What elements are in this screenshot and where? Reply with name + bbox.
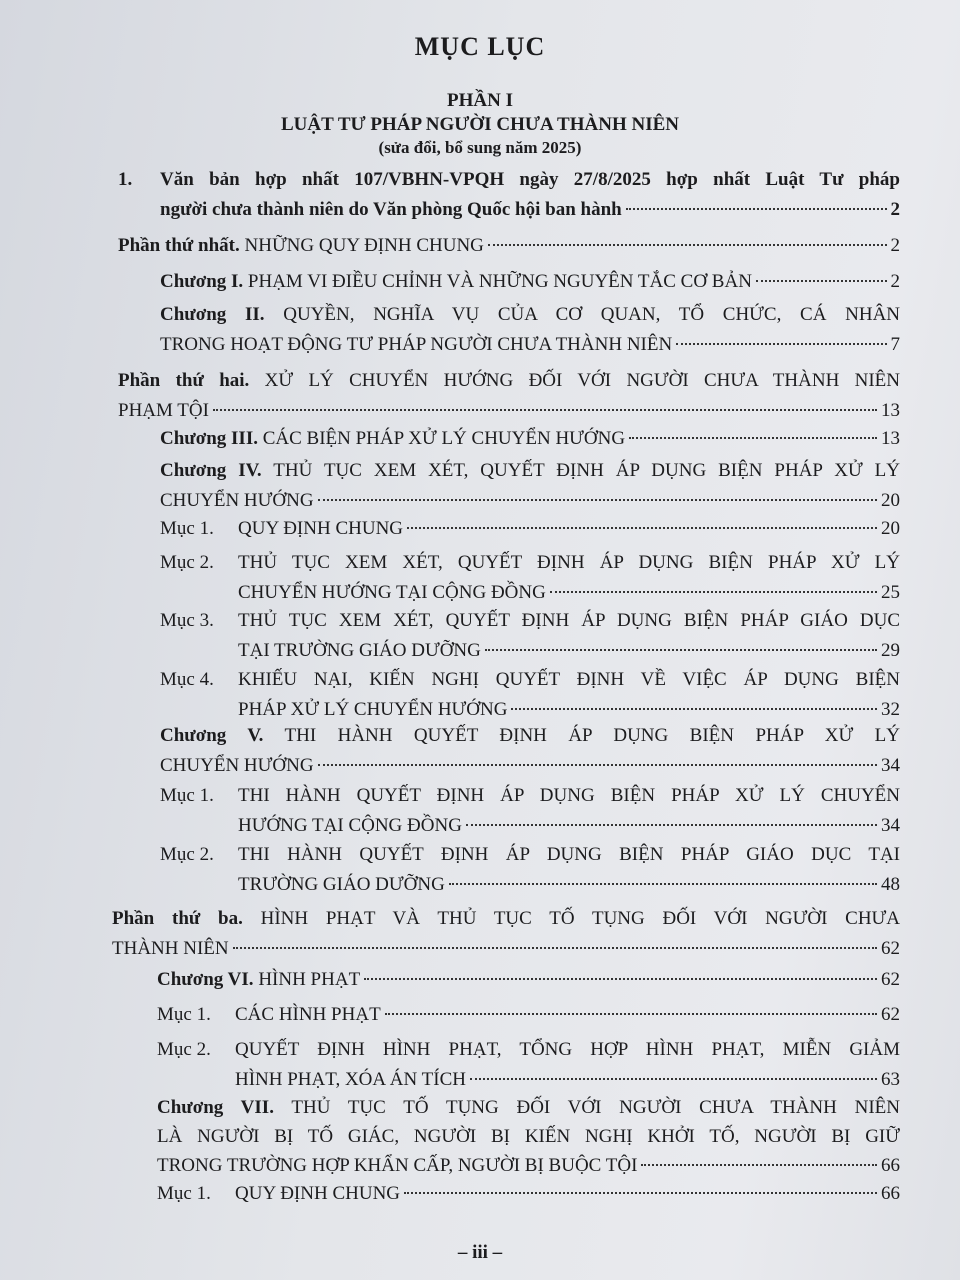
toc-entry-page: 29 <box>881 640 900 661</box>
toc-entry-number: Mục 2. <box>160 844 214 865</box>
toc-entry-text: THỦ TỤC XEM XÉT, QUYẾT ĐỊNH ÁP DỤNG BIỆN PHÁP XỬ LÝ <box>273 460 900 481</box>
toc-entry-label: Chương VII. <box>157 1097 274 1118</box>
toc-entry-page: 62 <box>881 969 900 990</box>
toc-entry-text: THI HÀNH QUYẾT ĐỊNH ÁP DỤNG BIỆN PHÁP XỬ LÝ CHUYỂN <box>238 785 900 806</box>
toc-entry[interactable] <box>160 425 900 455</box>
toc-entry-label: Phần thứ ba. <box>112 908 243 929</box>
toc-entry[interactable] <box>160 722 900 782</box>
toc-entry-text: THÀNH NIÊN <box>112 938 229 959</box>
toc-entry-page: 20 <box>881 518 900 539</box>
toc-entry-label: Chương IV. <box>160 460 262 481</box>
toc-entry-text: TRONG TRƯỜNG HỢP KHẨN CẤP, NGƯỜI BỊ BUỘC TỘI <box>157 1155 638 1176</box>
toc-entry-page: 13 <box>881 400 900 421</box>
toc-entry-page: 48 <box>881 874 900 895</box>
page-title: MỤC LỤC <box>414 32 546 61</box>
toc-entry-text: HƯỚNG TẠI CỘNG ĐỒNG <box>238 815 462 836</box>
toc-entry-text: QUYỀN, NGHĨA VỤ CỦA CƠ QUAN, TỔ CHỨC, CÁ NHÂN <box>283 304 901 325</box>
toc-entry-text: THI HÀNH QUYẾT ĐỊNH ÁP DỤNG BIỆN PHÁP GIÁO DỤC TẠI <box>238 844 900 865</box>
dot-leader <box>641 1164 877 1166</box>
toc-entry-number: 1. <box>118 169 133 190</box>
toc-entry[interactable] <box>160 782 900 842</box>
toc-entry-page: 62 <box>881 938 900 959</box>
toc-entry-page: 2 <box>890 235 900 256</box>
toc-entry-text: QUY ĐỊNH CHUNG <box>235 1183 401 1204</box>
toc-entry[interactable] <box>118 166 900 226</box>
toc-entry-page: 7 <box>890 334 900 355</box>
toc-entry-text: CHUYỂN HƯỚNG <box>160 490 314 511</box>
toc-entry-page: 66 <box>881 1155 900 1176</box>
page-number: – iii – <box>457 1242 503 1263</box>
toc-entry[interactable] <box>157 966 900 996</box>
toc-entry-text: QUYẾT ĐỊNH HÌNH PHẠT, TỔNG HỢP HÌNH PHẠT, MIỄN GIẢM <box>235 1039 900 1060</box>
toc-entry[interactable] <box>118 367 900 427</box>
dot-leader <box>364 978 877 980</box>
dot-leader <box>511 708 877 710</box>
part-number: PHẦN I <box>447 90 513 111</box>
toc-entry-text: HÌNH PHẠT, XÓA ÁN TÍCH <box>235 1069 466 1090</box>
toc-entry[interactable] <box>157 1001 900 1031</box>
dot-leader <box>756 280 887 282</box>
toc-entry-page: 62 <box>881 1004 900 1025</box>
toc-entry-text: THỦ TỤC TỐ TỤNG ĐỐI VỚI NGƯỜI CHƯA THÀNH NIÊN <box>291 1097 900 1118</box>
toc-entry[interactable] <box>160 268 900 298</box>
toc-entry-number: Mục 2. <box>157 1039 211 1060</box>
dot-leader <box>213 409 877 411</box>
toc-entry-text: TRONG HOẠT ĐỘNG TƯ PHÁP NGƯỜI CHƯA THÀNH NIÊN <box>160 334 673 355</box>
toc-entry-text: CÁC HÌNH PHẠT <box>235 1004 381 1025</box>
dot-leader <box>485 649 877 651</box>
toc-entry-label: Phần thứ nhất. <box>118 235 240 256</box>
toc-entry-page: 66 <box>881 1183 900 1204</box>
dot-leader <box>233 947 877 949</box>
toc-entry-text: CÁC BIỆN PHÁP XỬ LÝ CHUYỂN HƯỚNG <box>262 428 626 449</box>
toc-entry-page: 25 <box>881 582 900 603</box>
toc-entry-page: 63 <box>881 1069 900 1090</box>
toc-entry-number: Mục 1. <box>160 785 214 806</box>
toc-entry[interactable] <box>160 549 900 609</box>
toc-entry[interactable] <box>118 232 900 262</box>
toc-entry-page: 34 <box>881 755 900 776</box>
toc-entry-page: 2 <box>890 199 900 220</box>
dot-leader <box>488 244 887 246</box>
toc-entry[interactable] <box>160 457 900 517</box>
toc-entry-text: TRƯỜNG GIÁO DƯỠNG <box>238 874 445 895</box>
toc-entry[interactable] <box>160 841 900 901</box>
toc-entry[interactable] <box>160 301 900 361</box>
toc-entry-text: PHẠM VI ĐIỀU CHỈNH VÀ NHỮNG NGUYÊN TẮC CƠ BẢN <box>247 271 752 292</box>
toc-entry-label: Chương I. <box>160 271 244 292</box>
dot-leader <box>449 883 877 885</box>
part-note: (sửa đổi, bổ sung năm 2025) <box>378 138 582 157</box>
toc-entry-text: Văn bản hợp nhất 107/VBHN-VPQH ngày 27/8/2025 hợp nhất Luật Tư pháp <box>160 169 900 190</box>
toc-entry-text: THỦ TỤC XEM XÉT, QUYẾT ĐỊNH ÁP DỤNG BIỆN PHÁP XỬ LÝ <box>238 552 900 573</box>
toc-entry-text: THI HÀNH QUYẾT ĐỊNH ÁP DỤNG BIỆN PHÁP XỬ LÝ <box>284 725 900 746</box>
toc-entry-text: PHẠM TỘI <box>118 400 209 421</box>
toc-entry-text: THỦ TỤC XEM XÉT, QUYẾT ĐỊNH ÁP DỤNG BIỆN PHÁP GIÁO DỤC <box>238 610 900 631</box>
toc-entry-page: 20 <box>881 490 900 511</box>
dot-leader <box>318 764 877 766</box>
toc-entry-page: 32 <box>881 699 900 720</box>
toc-entry-page: 2 <box>890 271 900 292</box>
toc-entry-label: Chương II. <box>160 304 265 325</box>
toc-entry-page: 34 <box>881 815 900 836</box>
dot-leader <box>626 208 887 210</box>
toc-entry[interactable] <box>157 1036 900 1096</box>
toc-entry-text: QUY ĐỊNH CHUNG <box>238 518 404 539</box>
toc-entry[interactable] <box>160 666 900 726</box>
dot-leader <box>676 343 886 345</box>
toc-entry-number: Mục 2. <box>160 552 214 573</box>
toc-entry-text: NHỮNG QUY ĐỊNH CHUNG <box>244 235 484 256</box>
toc-entry-text: người chưa thành niên do Văn phòng Quốc hội ban hành <box>160 199 622 220</box>
dot-leader <box>629 437 877 439</box>
dot-leader <box>470 1078 877 1080</box>
toc-entry-number: Mục 1. <box>157 1004 211 1025</box>
toc-entry-text: PHÁP XỬ LÝ CHUYỂN HƯỚNG <box>238 699 508 720</box>
toc-entry-label: Chương VI. <box>157 969 254 990</box>
toc-entry-label: Chương V. <box>160 725 264 746</box>
toc-entry-text: KHIẾU NẠI, KIẾN NGHỊ QUYẾT ĐỊNH VỀ VIỆC ÁP DỤNG BIỆN <box>238 669 900 690</box>
dot-leader <box>318 499 877 501</box>
toc-entry-text: TẠI TRƯỜNG GIÁO DƯỠNG <box>238 640 481 661</box>
toc-entry[interactable] <box>157 1094 900 1181</box>
toc-entry-text: LÀ NGƯỜI BỊ TỐ GIÁC, NGƯỜI BỊ KIẾN NGHỊ KHỞI TỐ, NGƯỜI BỊ GIỮ <box>157 1126 900 1147</box>
dot-leader <box>404 1192 877 1194</box>
toc-entry-text: HÌNH PHẠT <box>258 969 361 990</box>
part-name: LUẬT TƯ PHÁP NGƯỜI CHƯA THÀNH NIÊN <box>281 114 679 135</box>
dot-leader <box>385 1013 877 1015</box>
toc-entry-text: CHUYỂN HƯỚNG TẠI CỘNG ĐỒNG <box>238 582 546 603</box>
dot-leader <box>407 527 877 529</box>
toc-entry[interactable] <box>112 905 900 965</box>
toc-entry-label: Phần thứ hai. <box>118 370 250 391</box>
toc-entry-text: XỬ LÝ CHUYỂN HƯỚNG ĐỐI VỚI NGƯỜI CHƯA THÀNH NIÊN <box>264 370 901 391</box>
toc-entry-number: Mục 3. <box>160 610 214 631</box>
toc-entry-page: 13 <box>881 428 900 449</box>
toc-entry-text: HÌNH PHẠT VÀ THỦ TỤC TỐ TỤNG ĐỐI VỚI NGƯỜI CHƯA <box>260 908 901 929</box>
toc-entry-label: Chương III. <box>160 428 258 449</box>
toc-entry[interactable] <box>160 607 900 667</box>
toc-entry-number: Mục 1. <box>160 518 214 539</box>
toc-entry[interactable] <box>157 1180 900 1210</box>
dot-leader <box>466 824 877 826</box>
toc-entry-text: CHUYỂN HƯỚNG <box>160 755 314 776</box>
toc-entry-number: Mục 1. <box>157 1183 211 1204</box>
dot-leader <box>550 591 877 593</box>
toc-entry-number: Mục 4. <box>160 669 214 690</box>
toc-entry[interactable] <box>160 515 900 545</box>
